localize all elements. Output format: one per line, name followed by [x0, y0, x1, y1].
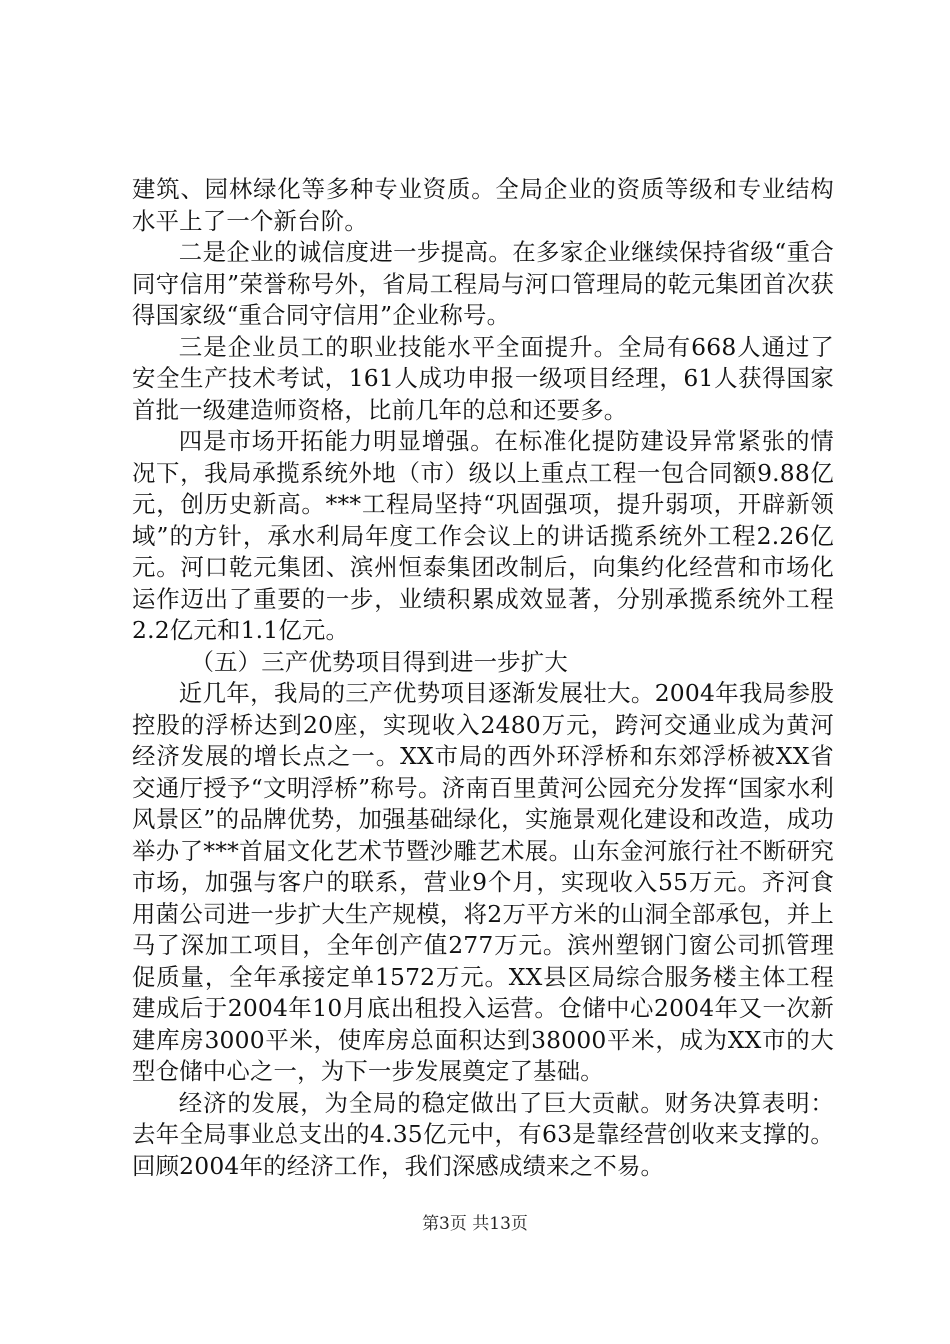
paragraph-tertiary-projects: 近几年，我局的三产优势项目逐渐发展壮大。2004年我局参股控股的浮桥达到20座，实现收入2480万元，跨河交通业成为黄河经济发展的增长点之一。XX市局的西外环浮桥和东郊浮桥被XX省交通厅授予“文明浮桥”称号。济南百里黄河公园充分发挥“国家水利风景区”的品牌优势，加强基础绿化，实施景观化建设和改造，成功举办了***首届文化艺术节暨沙雕艺术展。山东金河旅行社不断研究市场，加强与客户的联系，营业9个月，实现收入55万元。齐河食用菌公司进一步扩大生产规模，将2万平方米的山洞全部承包，并上马了深加工项目，全年创产值277万元。滨州塑钢门窗公司抓管理促质量，全年承接定单1572万元。XX县区局综合服务楼主体工程建成后于2004年10月底出租投入运营。仓储中心2004年又一次新建库房3000平米，使库房总面积达到38000平米，成为XX市的大型仓储中心之一，为下一步发展奠定了基础。: [132, 679, 834, 1085]
page-number-footer: 第3页 共13页: [422, 1214, 528, 1234]
paragraph-integrity: 二是企业的诚信度进一步提高。在多家企业继续保持省级“重合同守信用”荣誉称号外，省局工程局与河口管理局的乾元集团首次获得国家级“重合同守信用”企业称号。: [132, 238, 834, 329]
paragraph-economic-contribution: 经济的发展，为全局的稳定做出了巨大贡献。财务决算表明：去年全局事业总支出的4.35亿元中，有63是靠经营创收来支撑的。回顾2004年的经济工作，我们深感成绩来之不易。: [132, 1088, 834, 1180]
document-body: [132, 174, 834, 1182]
section-heading-tertiary-industry: （五）三产优势项目得到进一步扩大: [190, 647, 568, 676]
paragraph-skills: 三是企业员工的职业技能水平全面提升。全局有668人通过了安全生产技术考试，161人成功申报一级项目经理，61人获得国家首批一级建造师资格，比前几年的总和还要多。: [132, 332, 834, 424]
paragraph-qualification-continued: 建筑、园林绿化等多种专业资质。全局企业的资质等级和专业结构水平上了一个新台阶。: [132, 175, 834, 235]
paragraph-market: 四是市场开拓能力明显增强。在标准化提防建设异常紧张的情况下，我局承揽系统外地（市）级以上重点工程一包合同额9.88亿元，创历史新高。***工程局坚持“巩固强项，提升弱项，开辟新领域”的方针，承水利局年度工作会议上的讲话揽系统外工程2.26亿元。河口乾元集团、滨州恒泰集团改制后，向集约化经营和市场化运作迈出了重要的一步，业绩积累成效显著，分别承揽系统外工程2.2亿元和1.1亿元。: [132, 427, 834, 644]
